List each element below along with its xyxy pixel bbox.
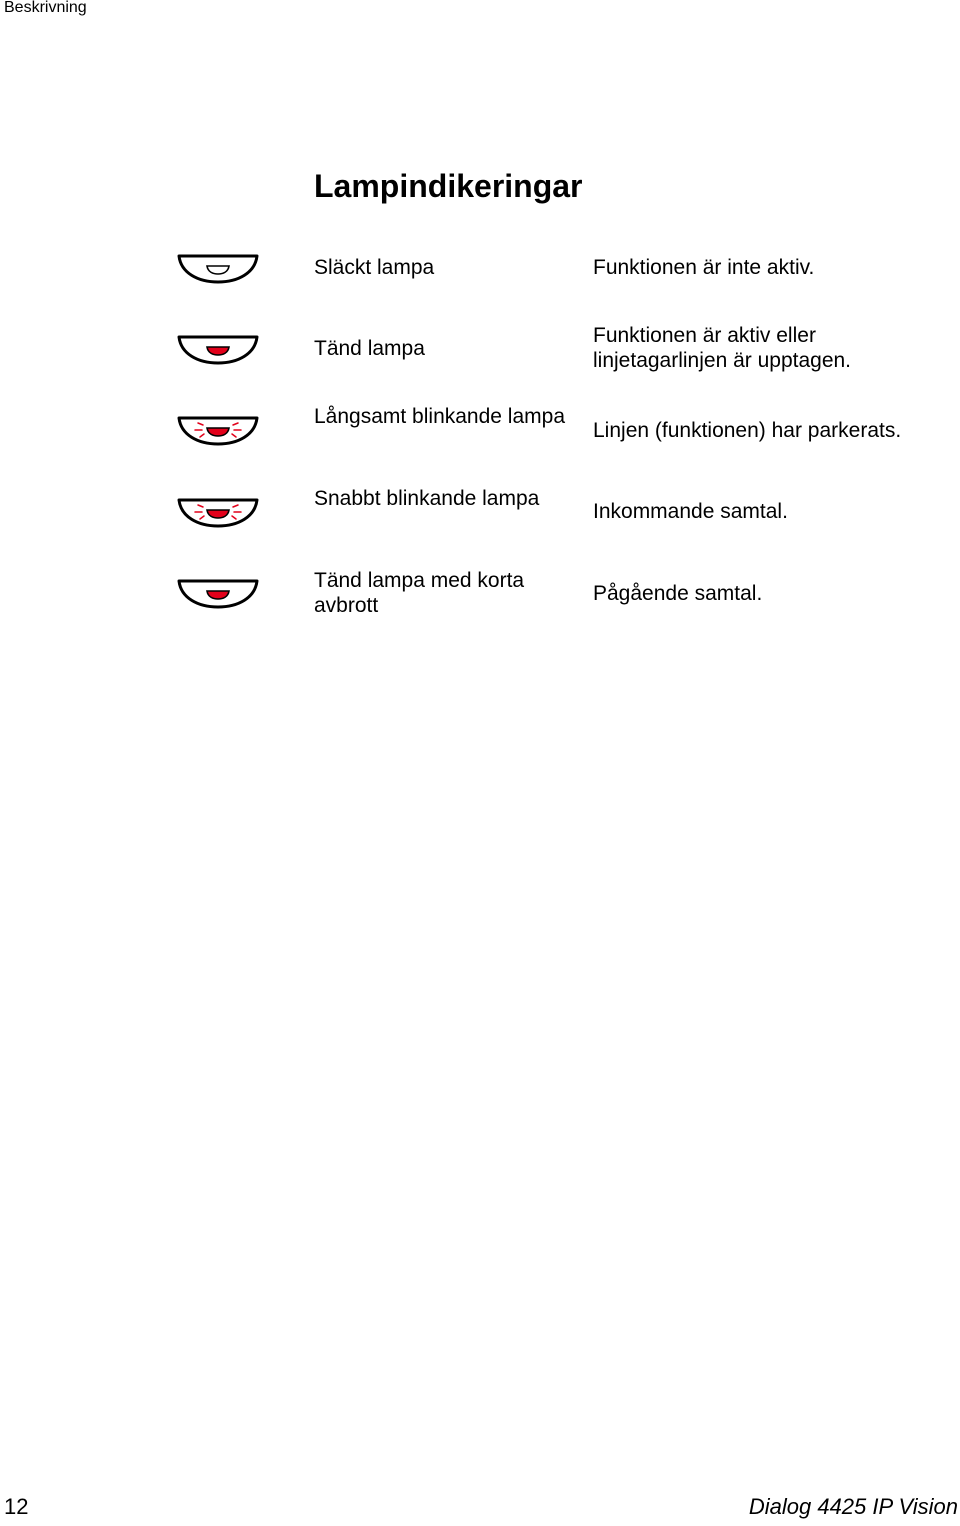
lamp-description: Funktionen är inte aktiv.: [593, 256, 815, 279]
lamp-slow-blink-icon: [176, 413, 260, 447]
lamp-name: Släckt lampa: [314, 256, 435, 279]
lamp-short-interrupt-icon: [176, 576, 260, 610]
lamp-description: Funktionen är aktiv eller linjetagarlinjen är upptagen.: [593, 324, 852, 372]
lamp-off-icon: [176, 251, 260, 285]
page-title: Lampindikeringar: [314, 168, 583, 204]
lamp-on-icon: [176, 332, 260, 366]
page-number: 12: [4, 1494, 29, 1519]
lamp-description: Inkommande samtal.: [593, 500, 788, 523]
product-name: Dialog 4425 IP Vision: [748, 1494, 958, 1519]
lamp-name: Tänd lampa med korta avbrott: [314, 569, 525, 617]
lamp-name: Snabbt blinkande lampa: [314, 487, 540, 510]
lamp-description: Linjen (funktionen) har parkerats.: [593, 419, 902, 442]
lamp-name: Långsamt blinkande lampa: [314, 405, 565, 428]
lamp-fast-blink-icon: [176, 495, 260, 529]
lamp-description: Pågående samtal.: [593, 582, 763, 605]
lamp-name: Tänd lampa: [314, 337, 425, 360]
section-header: Beskrivning: [4, 0, 87, 16]
